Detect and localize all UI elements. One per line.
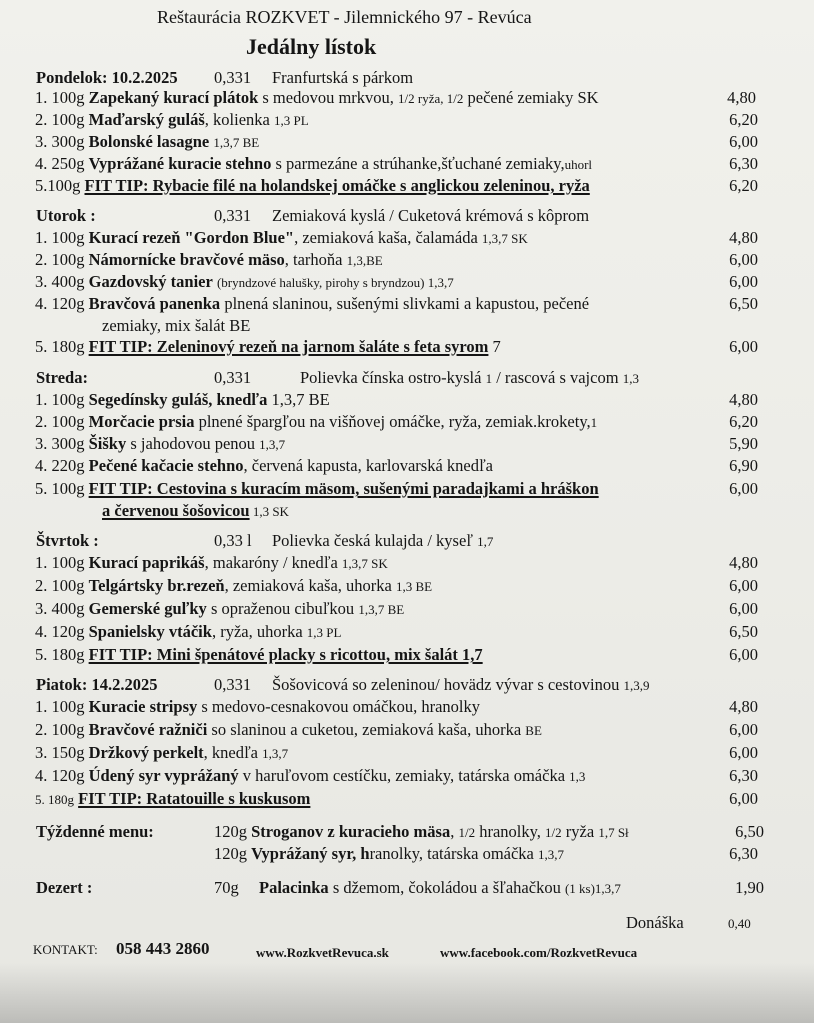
fit-tip-item: 5. 180g FIT TIP: Ratatouille s kuskusom xyxy=(35,789,311,808)
item-price: 6,50 xyxy=(735,822,764,841)
item-price: 6,30 xyxy=(729,154,758,173)
menu-item: 4. 220g Pečené kačacie stehno, červená kapusta, karlovarská knedľa xyxy=(35,456,494,475)
menu-item: 2. 100g Telgártsky br.rezeň, zemiaková kaša, uhorka 1,3 BE xyxy=(35,576,433,595)
menu-item: 4. 120g Spanielsky vtáčik, ryža, uhorka 1,3 PL xyxy=(35,622,342,641)
item-price: 4,80 xyxy=(729,697,758,716)
fit-tip-item: 5. 100g FIT TIP: Cestovina s kuracím mäsom, sušenými paradajkami a hráškon xyxy=(35,479,599,498)
day-label: Pondelok: 10.2.2025 xyxy=(36,68,178,87)
weekly-item: 120g Stroganov z kuracieho mäsa, 1/2 hranolky, 1/2 ryža 1,7 Sł xyxy=(214,822,629,841)
menu-item: 3. 150g Držkový perkelt, knedľa 1,3,7 xyxy=(35,743,289,762)
day-label: Štvrtok : xyxy=(36,531,99,550)
item-price: 6,00 xyxy=(729,599,758,618)
item-price: 6,20 xyxy=(729,110,758,129)
fit-tip-continuation: a červenou šošovicou 1,3 SK xyxy=(102,501,289,520)
item-continuation: zemiaky, mix šalát BE xyxy=(102,316,251,335)
contact-label: KONTAKT: xyxy=(33,942,98,957)
facebook-link[interactable]: www.facebook.com/RozkvetRevuca xyxy=(440,945,638,960)
soup-name: Polievka čínska ostro-kyslá 1 / rascová s vajcom 1,3 xyxy=(300,368,639,387)
dessert-item: Palacinka s džemom, čokoládou a šľahačkou (1 ks)1,3,7 xyxy=(259,878,621,897)
soup-name: Šošovicová so zeleninou/ hovädz vývar s cestovinou 1,3,9 xyxy=(272,675,650,694)
weekly-item: 120g Vyprážaný syr, hranolky, tatárska omáčka 1,3,7 xyxy=(214,844,565,863)
soup-name: Zemiaková kyslá / Cuketová krémová s kôprom xyxy=(272,206,590,225)
menu-item: 4. 120g Bravčová panenka plnená slaninou, sušenými slivkami a kapustou, pečené xyxy=(35,294,590,313)
dessert-weight: 70g xyxy=(214,878,239,897)
item-price: 6,00 xyxy=(729,132,758,151)
soup-size: 0,331 xyxy=(214,368,252,387)
fit-tip-item: 5. 180g FIT TIP: Mini špenátové placky s ricottou, mix šalát 1,7 xyxy=(35,645,483,664)
item-price: 6,00 xyxy=(729,272,758,291)
soup-size: 0,331 xyxy=(214,675,252,694)
menu-item: 1. 100g Zapekaný kurací plátok s medovou mrkvou, 1/2 ryža, 1/2 pečené zemiaky SK xyxy=(35,88,599,107)
day-label: Utorok : xyxy=(36,206,96,225)
menu-item: 1. 100g Kuracie stripsy s medovo-cesnakovou omáčkou, hranolky xyxy=(35,697,480,716)
soup-size: 0,331 xyxy=(214,206,252,225)
website-link[interactable]: www.RozkvetRevuca.sk xyxy=(256,945,389,960)
day-wednesday-header xyxy=(36,368,88,388)
item-price: 6,00 xyxy=(729,337,758,356)
delivery-price: 0,40 xyxy=(728,916,751,931)
item-price: 6,20 xyxy=(729,176,758,195)
restaurant-header: Reštaurácia ROZKVET - Jilemnického 97 - Revúca xyxy=(157,7,532,27)
weekly-menu-label: Týždenné menu: xyxy=(36,822,154,841)
soup-size: 0,331 xyxy=(214,68,252,87)
item-price: 6,00 xyxy=(729,576,758,595)
day-friday-header xyxy=(36,675,157,695)
menu-item: 3. 300g Šišky s jahodovou penou 1,3,7 xyxy=(35,434,286,453)
menu-item: 2. 100g Maďarský guláš, kolienka 1,3 PL xyxy=(35,110,309,129)
item-price: 4,80 xyxy=(729,390,758,409)
menu-item: 3. 400g Gemerské guľky s opraženou cibuľkou 1,3,7 BE xyxy=(35,599,405,618)
item-price: 6,00 xyxy=(729,720,758,739)
menu-title: Jedálny lístok xyxy=(246,34,377,59)
soup-name: Franfurtská s párkom xyxy=(272,68,414,87)
menu-item: 3. 400g Gazdovský tanier (bryndzové halušky, pirohy s bryndzou) 1,3,7 xyxy=(35,272,454,291)
day-thursday-header xyxy=(36,531,99,551)
item-price: 6,00 xyxy=(729,645,758,664)
delivery-label: Donáška xyxy=(626,913,684,932)
menu-item: 2. 100g Bravčové ražniči so slaninou a cuketou, zemiaková kaša, uhorka BE xyxy=(35,720,542,739)
item-price: 5,90 xyxy=(729,434,758,453)
item-price: 6,90 xyxy=(729,456,758,475)
item-price: 4,80 xyxy=(729,553,758,572)
menu-item: 2. 100g Morčacie prsia plnené špargľou na višňovej omáčke, ryža, zemiak.krokety,1 xyxy=(35,412,598,431)
item-price: 1,90 xyxy=(735,878,764,897)
day-tuesday-header xyxy=(36,206,96,226)
day-monday-header xyxy=(36,68,178,88)
menu-item: 1. 100g Kurací rezeň "Gordon Blue", zemiaková kaša, čalamáda 1,3,7 SK xyxy=(35,228,528,247)
menu-item: 3. 300g Bolonské lasagne 1,3,7 BE xyxy=(35,132,260,151)
menu-item: 4. 120g Údený syr vyprážaný v haruľovom cestíčku, zemiaky, tatárska omáčka 1,3 xyxy=(35,766,586,785)
item-price: 4,80 xyxy=(727,88,756,107)
item-price: 6,00 xyxy=(729,479,758,498)
item-price: 6,20 xyxy=(729,412,758,431)
fit-tip-item: 5. 180g FIT TIP: Zeleninový rezeň na jarnom šaláte s feta syrom 7 xyxy=(35,337,501,356)
item-price: 6,00 xyxy=(729,743,758,762)
day-label: Piatok: 14.2.2025 xyxy=(36,675,158,694)
fit-tip-item: 5.100g FIT TIP: Rybacie filé na holandskej omáčke s anglickou zeleninou, ryža xyxy=(35,176,590,195)
item-price: 6,00 xyxy=(729,789,758,808)
soup-size: 0,33 l xyxy=(214,531,252,550)
item-price: 6,30 xyxy=(729,766,758,785)
soup-name: Polievka česká kulajda / kyseľ 1,7 xyxy=(272,531,494,550)
day-label: Streda: xyxy=(36,368,88,387)
item-price: 4,80 xyxy=(729,228,758,247)
phone-number: 058 443 2860 xyxy=(116,939,210,958)
menu-item: 2. 100g Námornícke bravčové mäso, tarhoňa 1,3,BE xyxy=(35,250,383,269)
menu-item: 1. 100g Segedínsky guláš, knedľa 1,3,7 BE xyxy=(35,390,330,409)
dessert-label: Dezert : xyxy=(36,878,93,897)
item-price: 6,50 xyxy=(729,294,758,313)
menu-item: 4. 250g Vyprážané kuracie stehno s parmezáne a strúhanke,šťuchané zemiaky,uhorl xyxy=(35,154,593,173)
item-price: 6,50 xyxy=(729,622,758,641)
photo-shadow xyxy=(0,963,814,1023)
item-price: 6,30 xyxy=(729,844,758,863)
item-price: 6,00 xyxy=(729,250,758,269)
menu-item: 1. 100g Kurací paprikáš, makaróny / knedľa 1,3,7 SK xyxy=(35,553,388,572)
